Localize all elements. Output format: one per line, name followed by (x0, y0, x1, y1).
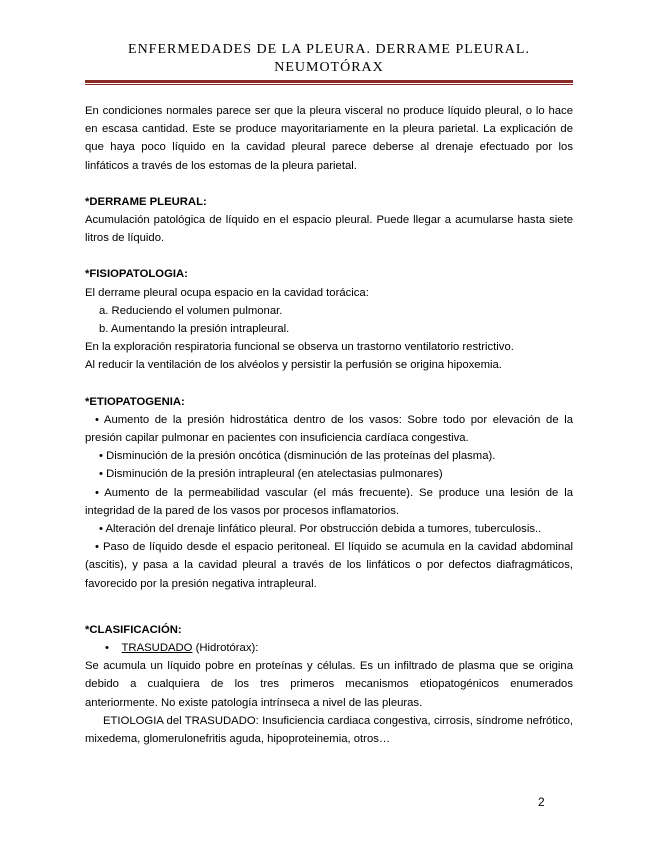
clasif-heading: *CLASIFICACIÓN: (85, 623, 182, 636)
etio-item-6: • Paso de líquido desde el espacio peritoneal. El líquido se acumula en la cavidad abdominal (ascitis), y pasa a la cavidad pleural a través de los linfáticos o por defectos diafragmáticos, favorecido por la presión negativa intrapleural. (85, 541, 573, 590)
etio-item-4: • Aumento de la permeabilidad vascular (el más frecuente). Se produce una lesión de la integridad de la pared de los vasos por procesos inflamatorios. (85, 486, 573, 517)
trasudado-suffix: (Hidrotórax): (192, 642, 259, 655)
trasudado-text: Se acumula un líquido pobre en proteínas y células. Es un infiltrado de plasma que se origina debido a cualquiera de los tres primeros mecanismos etiopatogénicos enumerados anteriormente. No existe patología intrínseca a nivel de las pleuras. (85, 660, 573, 709)
etio-heading: *ETIOPATOGENIA: (85, 395, 185, 408)
fisio-heading: *FISIOPATOLOGIA: (85, 268, 188, 281)
bullet: • (105, 642, 109, 655)
derrame-text: Acumulación patológica de líquido en el espacio pleural. Puede llegar a acumularse hasta siete litros de líquido. (85, 214, 573, 245)
etio-item-2: • Disminución de la presión oncótica (disminución de las proteínas del plasma). (99, 450, 496, 463)
etio-item-5: • Alteración del drenaje linfático pleural. Por obstrucción debida a tumores, tuberculosis.. (99, 523, 542, 536)
title-rule-thin (85, 84, 573, 85)
fisio-line-1: En la exploración respiratoria funcional se observa un trastorno ventilatorio restrictivo. (85, 341, 514, 354)
fisio-line-2: Al reducir la ventilación de los alvéolos y persistir la perfusión se origina hipoxemia. (85, 359, 502, 372)
trasudado-label: TRASUDADO (121, 642, 193, 655)
etio-item-1: • Aumento de la presión hidrostática dentro de los vasos: Sobre todo por elevación de la presión capilar pulmonar en pacientes con insuficiencia cardíaca congestiva. (85, 413, 573, 445)
fisio-intro: El derrame pleural ocupa espacio en la cavidad torácica: (85, 286, 369, 299)
intro-paragraph: En condiciones normales parece ser que la pleura visceral no produce líquido pleural, o lo hace en escasa cantidad. Este se produce mayoritariamente en la pleura parietal. La explicación de que haya poco líquido en la cavidad pleural parece deberse al drenaje efectuado por los linfáticos a través de los estomas de la pleura parietal. (85, 105, 573, 172)
etio-item-3: • Disminución de la presión intrapleural (en atelectasias pulmonares) (99, 468, 443, 481)
trasudado-item (85, 639, 573, 657)
trasudado-etiologia: ETIOLOGIA del TRASUDADO: Insuficiencia cardiaca congestiva, cirrosis, síndrome nefrótico, mixedema, glomerulonefritis aguda, hipoproteinemia, otros… (85, 714, 573, 746)
document-body (85, 102, 573, 748)
derrame-heading: *DERRAME PLEURAL: (85, 195, 207, 208)
page-title: ENFERMEDADES DE LA PLEURA. DERRAME PLEURAL. NEUMOTÓRAX (128, 42, 530, 75)
page-number: 2 (538, 795, 545, 809)
title-rule-thick (85, 80, 573, 83)
fisio-item-b: b. Aumentando la presión intrapleural. (99, 323, 290, 336)
fisio-item-a: a. Reduciendo el volumen pulmonar. (99, 304, 283, 317)
